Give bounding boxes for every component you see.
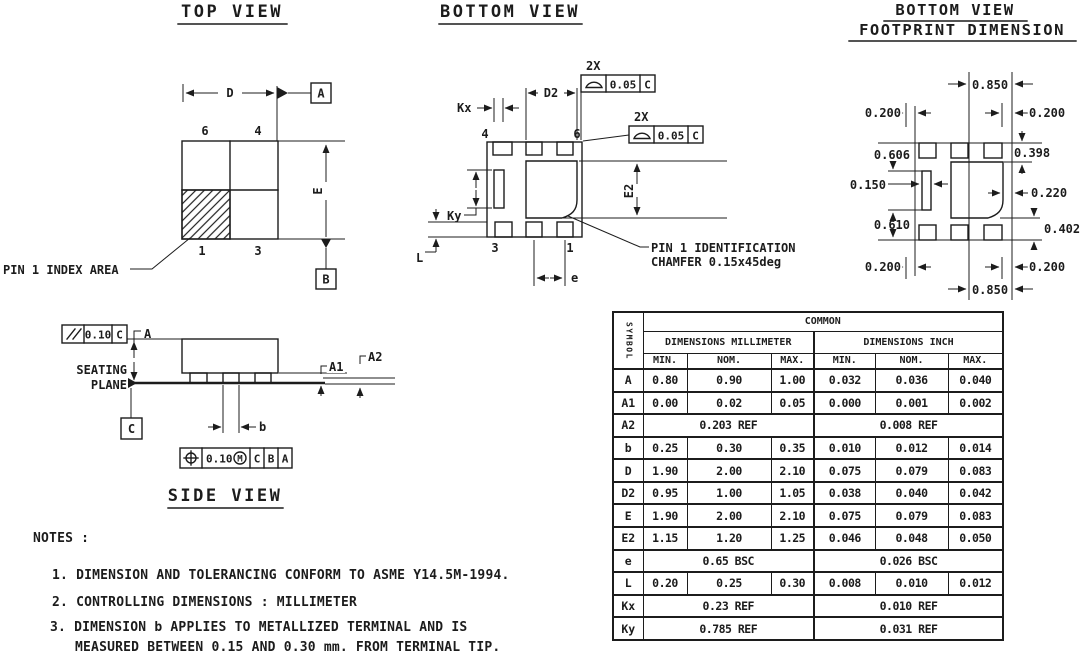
fp-dim: 0.200 <box>864 106 901 120</box>
col-header: MAX. <box>771 353 814 369</box>
footprint-title-line2: FOOTPRINT DIMENSION <box>859 21 1065 39</box>
table-row: D2 0.95 1.00 1.05 0.038 0.040 0.042 <box>613 482 1003 505</box>
dim-a-label: A <box>144 327 152 341</box>
exposed-pad-chamfered <box>526 161 577 218</box>
datum-a-triangle <box>277 87 288 99</box>
symbol-cell: A1 <box>613 392 643 415</box>
note-item-3: 3. DIMENSION b APPLIES TO METALLIZED TERMINAL AND IS <box>50 620 468 635</box>
symbol-cell: Ky <box>613 617 643 640</box>
footprint-title-line1: BOTTOM VIEW <box>895 1 1015 19</box>
package-side-body <box>182 339 278 373</box>
dim-kx-label: Kx <box>457 101 472 115</box>
position-tolerance: 0.10 <box>206 452 233 466</box>
symbol-cell: b <box>613 437 643 460</box>
common-header: COMMON <box>643 312 1003 331</box>
footprint-pad <box>984 225 1002 240</box>
datum-b-triangle <box>321 239 331 248</box>
note-item-3-cont: MEASURED BETWEEN 0.15 AND 0.30 mm. FROM TERMINAL TIP. <box>75 640 501 655</box>
dim-l-label: L <box>416 251 424 265</box>
fcf2-datum: C <box>692 129 699 143</box>
dimensions-table <box>612 311 1004 641</box>
dim-b-label: b <box>259 420 267 434</box>
fp-dim: 0.220 <box>1031 186 1068 200</box>
col-header: MAX. <box>948 353 1003 369</box>
pin-number: 4 <box>481 127 489 141</box>
profile-symbol-icon <box>634 133 650 138</box>
table-row: A2 0.203 REF 0.008 REF <box>613 414 1003 437</box>
top-view-title: TOP VIEW <box>181 2 283 22</box>
note-item-1: 1. DIMENSION AND TOLERANCING CONFORM TO ASME Y14.5M-1994. <box>52 568 510 583</box>
pin1-index-hatch <box>182 190 230 239</box>
dim-d2-label: D2 <box>543 86 559 100</box>
table-row: A 0.80 0.90 1.00 0.032 0.036 0.040 <box>613 369 1003 392</box>
footprint-pad <box>951 143 968 158</box>
datum-a-label: A <box>317 86 325 101</box>
mm-section-header: DIMENSIONS MILLIMETER <box>643 331 814 353</box>
pin-number: 3 <box>254 244 262 258</box>
pin-number: 6 <box>573 127 581 141</box>
footprint-pad <box>919 225 936 240</box>
fp-dim: 0.200 <box>1029 260 1066 274</box>
seating-plane-triangle <box>128 378 137 388</box>
fp-dim: 0.402 <box>1044 222 1080 236</box>
symbol-cell: A <box>613 369 643 392</box>
package-outline <box>487 142 582 237</box>
dim-ky-label: Ky <box>447 209 462 223</box>
fcf1-datum: C <box>644 78 651 92</box>
position-symbol-icon <box>184 451 198 465</box>
pin-number: 3 <box>491 241 499 255</box>
footprint-pad <box>984 143 1002 158</box>
symbol-cell: A2 <box>613 414 643 437</box>
dim-e-label: E <box>311 187 325 195</box>
dim-a2-label: A2 <box>368 350 383 364</box>
pin-number: 6 <box>201 124 209 138</box>
fp-dim: 0.850 <box>971 78 1009 92</box>
table-row: b 0.25 0.30 0.35 0.010 0.012 0.014 <box>613 437 1003 460</box>
table-row: Ky 0.785 REF 0.031 REF <box>613 617 1003 640</box>
dim-d-label: D <box>226 86 234 100</box>
pin-number: 4 <box>254 124 262 138</box>
side-view-drawing <box>62 325 395 508</box>
dim-e-pitch-label: e <box>571 271 579 285</box>
col-header: NOM. <box>875 353 948 369</box>
fcf1-tolerance: 0.05 <box>609 78 637 92</box>
fp-dim: 0.150 <box>849 178 886 192</box>
symbol-column-header: SYMBOL <box>613 312 643 369</box>
table-row: E 1.90 2.00 2.10 0.075 0.079 0.083 <box>613 504 1003 527</box>
pin1-index-label: PIN 1 INDEX AREA <box>3 263 119 277</box>
terminal-pad <box>526 222 542 237</box>
bottom-view-title: BOTTOM VIEW <box>439 2 581 22</box>
terminal-side <box>223 373 239 383</box>
position-datum-3: A <box>281 452 289 466</box>
symbol-cell: Kx <box>613 595 643 618</box>
dim-a1-label: A1 <box>329 360 344 374</box>
bottom-view-drawing <box>416 2 796 286</box>
footprint-pad <box>951 225 968 240</box>
inch-section-header: DIMENSIONS INCH <box>814 331 1003 353</box>
fcf2-tolerance: 0.05 <box>657 129 685 143</box>
datum-c-label: C <box>127 422 136 436</box>
table-row: L 0.20 0.25 0.30 0.008 0.010 0.012 <box>613 572 1003 595</box>
table-row: e 0.65 BSC 0.026 BSC <box>613 550 1003 573</box>
position-datum-1: C <box>253 452 261 466</box>
terminal-side <box>255 373 271 383</box>
col-header: MIN. <box>814 353 875 369</box>
side-slot-pad <box>494 170 504 208</box>
table-row: D 1.90 2.00 2.10 0.075 0.079 0.083 <box>613 459 1003 482</box>
chamfer-note-line1: PIN 1 IDENTIFICATION <box>651 241 796 255</box>
dim-e2-label: E2 <box>622 183 636 199</box>
datum-b-label: B <box>322 272 330 287</box>
symbol-cell: E2 <box>613 527 643 550</box>
seating-plane-label: PLANE <box>90 378 127 392</box>
footprint-drawing <box>849 1 1080 300</box>
col-header: MIN. <box>643 353 687 369</box>
fp-dim: 0.200 <box>1029 106 1066 120</box>
terminal-pad <box>557 142 573 155</box>
terminal-pad <box>495 222 512 237</box>
fp-dim: 0.606 <box>873 148 910 162</box>
fcf1-qty-label: 2X <box>586 59 601 73</box>
fcf2-qty-label: 2X <box>634 110 649 124</box>
symbol-cell: e <box>613 550 643 573</box>
parallelism-datum: C <box>116 328 123 342</box>
position-datum-2: B <box>267 452 275 466</box>
fp-dim: 0.850 <box>971 283 1009 297</box>
symbol-cell: D2 <box>613 482 643 505</box>
pin-number: 1 <box>198 244 206 258</box>
side-view-title: SIDE VIEW <box>167 486 283 506</box>
pin-number: 1 <box>566 241 574 255</box>
note-item-2: 2. CONTROLLING DIMENSIONS : MILLIMETER <box>52 595 358 610</box>
parallelism-tolerance: 0.10 <box>84 328 112 342</box>
table-row: E2 1.15 1.20 1.25 0.046 0.048 0.050 <box>613 527 1003 550</box>
symbol-cell: D <box>613 459 643 482</box>
symbol-cell: L <box>613 572 643 595</box>
fp-dim: 0.200 <box>864 260 901 274</box>
terminal-pad <box>526 142 542 155</box>
top-view-drawing <box>3 2 345 289</box>
symbol-cell: E <box>613 504 643 527</box>
fp-dim: 0.398 <box>1014 146 1051 160</box>
col-header: NOM. <box>687 353 771 369</box>
chamfer-note-line2: CHAMFER 0.15x45deg <box>651 255 782 269</box>
profile-symbol-icon <box>586 82 602 87</box>
footprint-pad <box>919 143 936 158</box>
terminal-side <box>190 373 207 383</box>
mmc-modifier-letter: M <box>237 454 243 465</box>
terminal-pad <box>493 142 512 155</box>
table-row: Kx 0.23 REF 0.010 REF <box>613 595 1003 618</box>
table-row: A1 0.00 0.02 0.05 0.000 0.001 0.002 <box>613 392 1003 415</box>
seating-plane-label: SEATING <box>76 363 127 377</box>
notes-heading: NOTES : <box>33 531 90 546</box>
footprint-center-pad <box>951 162 1003 218</box>
footprint-slot-pad <box>922 171 931 210</box>
terminal-pad <box>557 222 573 237</box>
fp-dim: 0.610 <box>873 218 910 232</box>
